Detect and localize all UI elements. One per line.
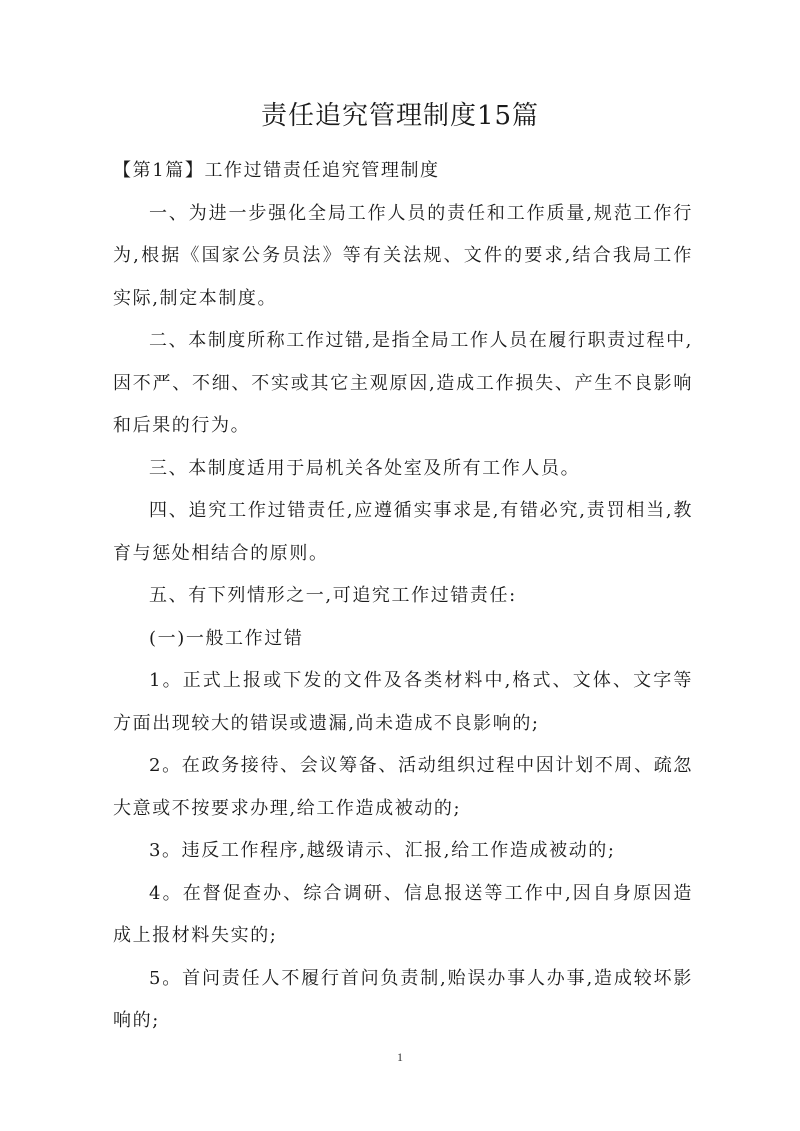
paragraph: 二、本制度所称工作过错,是指全局工作人员在履行职责过程中,因不严、不细、不实或其它主观原因,造成工作损失、产生不良影响和后果的行为。 [113,330,693,436]
page-number: 1 [397,1050,403,1064]
paragraph: 1。正式上报或下发的文件及各类材料中,格式、文体、文字等方面出现较大的错误或遗漏,尚未造成不良影响的; [113,670,693,734]
paragraph: 5。首问责任人不履行首问负责制,贻误办事人办事,造成较坏影响的; [113,967,693,1031]
document-body [113,150,693,1043]
paragraph: 4。在督促查办、综合调研、信息报送等工作中,因自身原因造成上报材料失实的; [113,882,693,946]
section-heading: 【第1篇】工作过错责任追究管理制度 [113,160,440,181]
paragraph: 三、本制度适用于局机关各处室及所有工作人员。 [149,457,581,479]
paragraph: 四、追究工作过错责任,应遵循实事求是,有错必究,责罚相当,教育与惩处相结合的原则。 [113,500,693,564]
paragraph: 五、有下列情形之一,可追究工作过错责任: [149,585,517,606]
paragraph: 3。违反工作程序,越级请示、汇报,给工作造成被动的; [149,840,616,861]
paragraph: 2。在政务接待、会议筹备、活动组织过程中因计划不周、疏忽大意或不按要求办理,给工作造成被动的; [113,755,693,819]
document-title: 责任追究管理制度15篇 [260,101,540,131]
paragraph: (一)一般工作过错 [149,627,304,649]
paragraph: 一、为进一步强化全局工作人员的责任和工作质量,规范工作行为,根据《国家公务员法》等有关法规、文件的要求,结合我局工作实际,制定本制度。 [113,202,693,309]
